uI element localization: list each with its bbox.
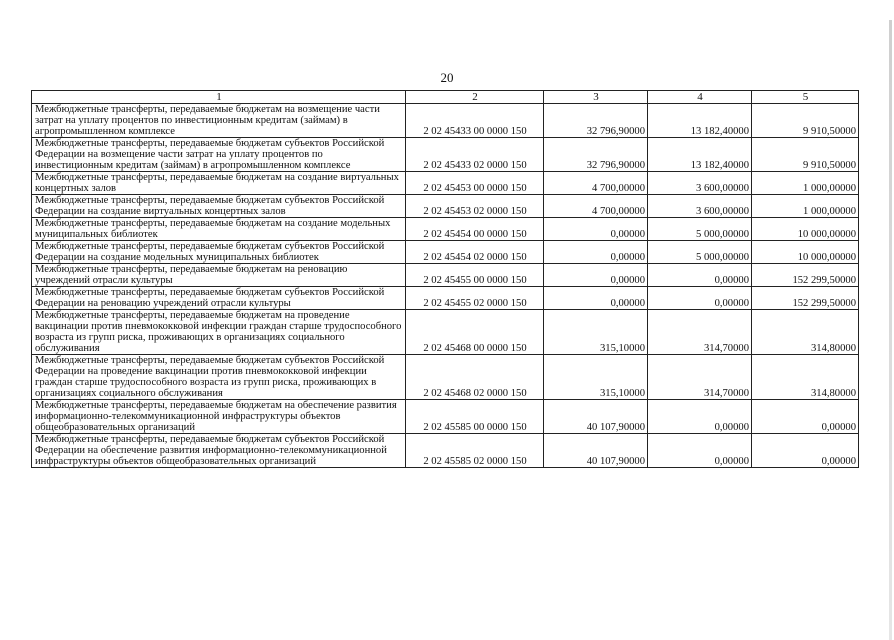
row-description: Межбюджетные трансферты, передаваемые бюджетам на создание модельных муниципальных библиотек — [32, 218, 406, 241]
row-description: Межбюджетные трансферты, передаваемые бюджетам на реновацию учреждений отрасли культуры — [32, 264, 406, 287]
row-code: 2 02 45468 02 0000 150 — [406, 355, 544, 400]
row-code: 2 02 45433 00 0000 150 — [406, 104, 544, 138]
row-value-5: 314,80000 — [752, 355, 859, 400]
table-row — [32, 104, 859, 138]
row-value-5: 314,80000 — [752, 310, 859, 355]
row-code: 2 02 45585 00 0000 150 — [406, 400, 544, 434]
row-value-4: 3 600,00000 — [648, 195, 752, 218]
row-value-3: 40 107,90000 — [544, 434, 648, 468]
row-code: 2 02 45454 00 0000 150 — [406, 218, 544, 241]
row-value-3: 315,10000 — [544, 310, 648, 355]
row-value-5: 152 299,50000 — [752, 287, 859, 310]
table-row — [32, 172, 859, 195]
column-header-2: 2 — [406, 91, 544, 104]
table-row — [32, 400, 859, 434]
row-description: Межбюджетные трансферты, передаваемые бюджетам на возмещение части затрат на уплату процентов по инвестиционным кредитам (займам) в агропромышленном комплексе — [32, 104, 406, 138]
row-value-4: 314,70000 — [648, 355, 752, 400]
row-value-5: 10 000,00000 — [752, 218, 859, 241]
row-value-4: 5 000,00000 — [648, 218, 752, 241]
row-value-5: 1 000,00000 — [752, 172, 859, 195]
row-description: Межбюджетные трансферты, передаваемые бюджетам субъектов Российской Федерации на проведение вакцинации против пневмококковой инфекции граждан старше трудоспособного возраста из групп риска, проживающих в организациях социального обслуживания — [32, 355, 406, 400]
table-row — [32, 218, 859, 241]
row-value-3: 40 107,90000 — [544, 400, 648, 434]
row-value-3: 0,00000 — [544, 287, 648, 310]
row-value-5: 9 910,50000 — [752, 138, 859, 172]
table-row — [32, 241, 859, 264]
row-value-4: 0,00000 — [648, 264, 752, 287]
row-value-3: 315,10000 — [544, 355, 648, 400]
table-row — [32, 310, 859, 355]
column-header-3: 3 — [544, 91, 648, 104]
table-row — [32, 264, 859, 287]
row-description: Межбюджетные трансферты, передаваемые бюджетам на создание виртуальных концертных залов — [32, 172, 406, 195]
row-code: 2 02 45455 00 0000 150 — [406, 264, 544, 287]
row-code: 2 02 45453 02 0000 150 — [406, 195, 544, 218]
row-description: Межбюджетные трансферты, передаваемые бюджетам на обеспечение развития информационно-телекоммуникационной инфраструктуры объектов общеобразовательных организаций — [32, 400, 406, 434]
row-description: Межбюджетные трансферты, передаваемые бюджетам субъектов Российской Федерации на реновацию учреждений отрасли культуры — [32, 287, 406, 310]
budget-table — [31, 90, 859, 468]
table-row — [32, 287, 859, 310]
row-value-5: 0,00000 — [752, 434, 859, 468]
column-header-4: 4 — [648, 91, 752, 104]
row-value-4: 13 182,40000 — [648, 138, 752, 172]
row-code: 2 02 45453 00 0000 150 — [406, 172, 544, 195]
row-value-4: 0,00000 — [648, 434, 752, 468]
row-value-3: 32 796,90000 — [544, 104, 648, 138]
row-description: Межбюджетные трансферты, передаваемые бюджетам субъектов Российской Федерации на обеспечение развития информационно-телекоммуникационной инфраструктуры объектов общеобразовательных организаций — [32, 434, 406, 468]
table-row — [32, 355, 859, 400]
row-code: 2 02 45468 00 0000 150 — [406, 310, 544, 355]
row-value-3: 32 796,90000 — [544, 138, 648, 172]
row-value-4: 0,00000 — [648, 400, 752, 434]
row-value-3: 4 700,00000 — [544, 172, 648, 195]
row-value-3: 0,00000 — [544, 241, 648, 264]
table-row — [32, 138, 859, 172]
row-value-4: 0,00000 — [648, 287, 752, 310]
row-value-4: 13 182,40000 — [648, 104, 752, 138]
row-value-3: 4 700,00000 — [544, 195, 648, 218]
row-value-5: 0,00000 — [752, 400, 859, 434]
row-description: Межбюджетные трансферты, передаваемые бюджетам на проведение вакцинации против пневмококковой инфекции граждан старше трудоспособного возраста из групп риска, проживающих в организациях социального обслуживания — [32, 310, 406, 355]
page-number: 20 — [440, 70, 454, 85]
column-header-5: 5 — [752, 91, 859, 104]
row-value-4: 5 000,00000 — [648, 241, 752, 264]
row-value-3: 0,00000 — [544, 264, 648, 287]
row-value-4: 314,70000 — [648, 310, 752, 355]
table-row — [32, 434, 859, 468]
row-code: 2 02 45455 02 0000 150 — [406, 287, 544, 310]
row-code: 2 02 45585 02 0000 150 — [406, 434, 544, 468]
row-code: 2 02 45454 02 0000 150 — [406, 241, 544, 264]
table-header-row — [32, 91, 859, 104]
table-row — [32, 195, 859, 218]
row-value-5: 10 000,00000 — [752, 241, 859, 264]
column-header-1: 1 — [32, 91, 406, 104]
scan-edge — [889, 0, 892, 640]
row-description: Межбюджетные трансферты, передаваемые бюджетам субъектов Российской Федерации на создание виртуальных концертных залов — [32, 195, 406, 218]
row-description: Межбюджетные трансферты, передаваемые бюджетам субъектов Российской Федерации на возмещение части затрат на уплату процентов по инвестиционным кредитам (займам) в агропромышленном комплексе — [32, 138, 406, 172]
row-value-5: 1 000,00000 — [752, 195, 859, 218]
row-code: 2 02 45433 02 0000 150 — [406, 138, 544, 172]
row-value-3: 0,00000 — [544, 218, 648, 241]
row-value-5: 9 910,50000 — [752, 104, 859, 138]
row-value-5: 152 299,50000 — [752, 264, 859, 287]
row-description: Межбюджетные трансферты, передаваемые бюджетам субъектов Российской Федерации на создание модельных муниципальных библиотек — [32, 241, 406, 264]
row-value-4: 3 600,00000 — [648, 172, 752, 195]
